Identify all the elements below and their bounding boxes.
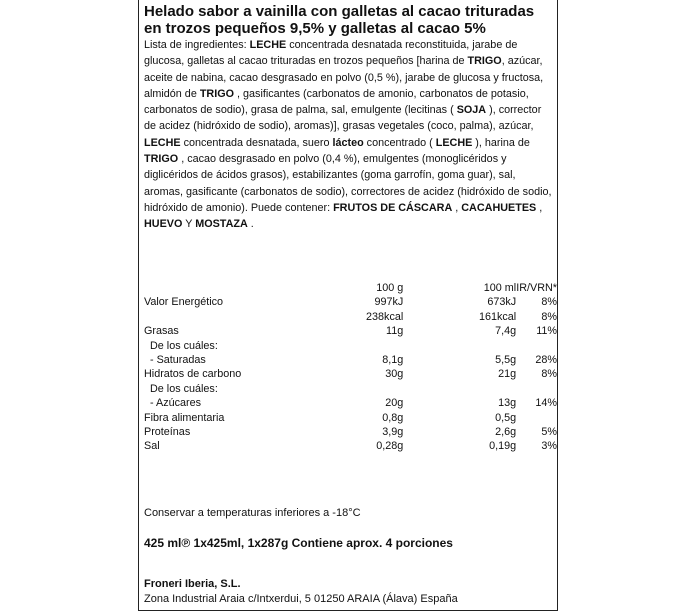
- nutrition-cell-ml: 2,6g: [495, 426, 517, 439]
- label-panel: [138, 0, 558, 611]
- nutrition-cell-label: - Azúcares: [150, 397, 202, 410]
- nutrition-row: [144, 396, 557, 410]
- nutrition-cell-g: [314, 339, 403, 353]
- nutrition-cell-g: 30g: [385, 368, 404, 381]
- nutrition-row: [144, 382, 557, 396]
- allergen-text: lácteo: [332, 136, 364, 149]
- nutrition-cell-ir: 11%: [536, 325, 557, 338]
- nutrition-header-cell: 100 ml: [483, 282, 517, 294]
- nutrition-cell-ml: 5,5g: [495, 354, 517, 367]
- nutrition-cell-ml: 0,19g: [489, 440, 517, 453]
- nutrition-cell-g: 20g: [385, 397, 404, 410]
- nutrition-header-row: [144, 281, 557, 295]
- storage-instructions: Conservar a temperaturas inferiores a -18°C: [144, 507, 361, 519]
- nutrition-cell-label: Sal: [144, 440, 160, 453]
- nutrition-row: [144, 411, 557, 425]
- nutrition-cell-ir: 8%: [541, 296, 557, 309]
- nutrition-header-cell: [144, 281, 314, 295]
- nutrition-row: [144, 339, 557, 353]
- allergen-text: TRIGO: [144, 153, 179, 166]
- nutrition-cell-label: Fibra alimentaria: [144, 411, 225, 424]
- nutrition-row: [144, 439, 557, 453]
- ingredient-text: ), harina de: [472, 136, 530, 149]
- nutrition-cell-label: Hidratos de carbono: [144, 368, 242, 381]
- nutrition-cell-ml: 13g: [498, 397, 517, 410]
- nutrition-cell-ml: [403, 382, 516, 396]
- nutrition-cell-label: - Saturadas: [150, 354, 206, 367]
- product-title: Helado sabor a vainilla con galletas al cacao trituradas en trozos pequeños 9,5% y galletas al cacao 5%: [144, 3, 535, 37]
- nutrition-cell-ir: 8%: [541, 368, 557, 381]
- nutrition-row: [144, 425, 557, 439]
- nutrition-cell-ml: [403, 339, 516, 353]
- nutrition-cell-ir: 28%: [535, 354, 557, 367]
- ingredient-text: concentrada desnatada reconstituida, jarabe de glucosa, galletas al cacao trituradas en trozos pequeños [harina de: [144, 39, 518, 68]
- ingredient-text: , gasificantes (carbonatos de amonio, carbonatos de potasio, carbonatos de sodio), grasa de palma, sal, emulgente (lecitinas (: [144, 87, 529, 117]
- nutrition-cell-ir: [516, 339, 557, 353]
- nutrition-cell-ir: [516, 382, 557, 396]
- nutrition-cell-label: De los cuáles:: [150, 382, 218, 395]
- nutrition-cell-g: [314, 382, 403, 396]
- nutrition-cell-ml: 673kJ: [487, 296, 517, 309]
- nutrition-cell-g: 8,1g: [382, 354, 404, 367]
- nutrition-cell-label: Grasas: [144, 325, 179, 338]
- nutrition-table: [144, 281, 557, 454]
- nutrition-header-cell: IR/VRN*: [516, 282, 557, 294]
- allergen-text: TRIGO: [199, 87, 235, 100]
- ingredient-text: ), corrector de acidez (hidróxido de sodio), aromas)], grasas vegetales (coco, palma), azúcar,: [144, 104, 542, 133]
- allergen-text: SOJA: [456, 104, 487, 117]
- ingredient-text: concentrado (: [363, 136, 436, 149]
- nutrition-row: [144, 367, 557, 381]
- nutrition-cell-label: De los cuáles:: [150, 339, 218, 352]
- ingredient-text: ,: [536, 201, 543, 214]
- nutrition-cell-label: Proteínas: [144, 426, 191, 439]
- nutrition-header-cell: 100 g: [376, 282, 404, 294]
- nutrition-cell-ir: 14%: [535, 397, 557, 410]
- nutrition-cell-g: 11g: [386, 325, 404, 338]
- pack-info: 425 ml℗ 1x425ml, 1x287g Contiene aprox. 4 porciones: [144, 536, 453, 550]
- allergen-text: TRIGO: [467, 55, 502, 68]
- ingredients-list: [144, 37, 554, 233]
- allergen-text: FRUTOS DE CÁSCARA: [333, 201, 453, 214]
- nutrition-cell-ir: 5%: [541, 426, 557, 439]
- nutrition-cell-ml: 21g: [498, 368, 517, 381]
- allergen-text: LECHE: [144, 136, 181, 149]
- nutrition-row: [144, 324, 557, 338]
- ingredient-text: Y: [182, 218, 196, 231]
- nutrition-cell-ir: [516, 411, 557, 425]
- nutrition-cell-g: 3,9g: [382, 426, 404, 439]
- ingredient-text: Lista de ingredientes:: [144, 39, 250, 51]
- nutrition-cell-ir: 8%: [541, 310, 557, 323]
- allergen-text: LECHE: [435, 136, 473, 149]
- nutrition-cell-g: 997kJ: [374, 296, 404, 309]
- nutrition-cell-g: 238kcal: [366, 310, 404, 323]
- ingredient-text: , azúcar, aceite de nabina, cacao desgrasado en polvo (0,5 %), jarabe de glucosa y fructosa, almidón de: [144, 55, 544, 100]
- nutrition-cell-ml: 7,4g: [495, 325, 517, 338]
- allergen-text: MOSTAZA: [195, 218, 248, 231]
- company-address: Zona Industrial Araia c/Intxerdui, 5 01250 ARAIA (Álava) España: [144, 593, 458, 605]
- nutrition-cell-label: [144, 310, 314, 324]
- allergen-text: LECHE: [249, 39, 287, 51]
- nutrition-row: [144, 295, 557, 309]
- ingredient-text: .: [247, 218, 254, 231]
- nutrition-cell-ml: 161kcal: [478, 310, 517, 323]
- company-name: Froneri Iberia, S.L.: [144, 578, 241, 590]
- nutrition-row: [144, 353, 557, 367]
- allergen-text: HUEVO: [144, 218, 183, 231]
- nutrition-cell-ml: 0,5g: [495, 411, 517, 424]
- allergen-text: CACAHUETES: [461, 201, 537, 214]
- nutrition-cell-ir: 3%: [541, 440, 557, 453]
- nutrition-cell-g: 0,28g: [376, 440, 404, 453]
- nutrition-cell-label: Valor Energético: [144, 296, 224, 309]
- nutrition-row: [144, 310, 557, 324]
- ingredient-text: concentrada desnatada, suero: [180, 136, 333, 149]
- ingredient-text: ,: [452, 201, 462, 214]
- nutrition-cell-g: 0,8g: [382, 411, 404, 424]
- ingredient-text: , cacao desgrasado en polvo (0,4 %), emulgentes (monoglicéridos y diglicéridos de ácidos grasos), estabilizantes (goma garrofín, goma guar), sal, aromas, gasificante (carbonatos de sodio), correctores de acidez (hidróxido de sodio, hidróxido de amonio). Puede contener:: [144, 153, 552, 214]
